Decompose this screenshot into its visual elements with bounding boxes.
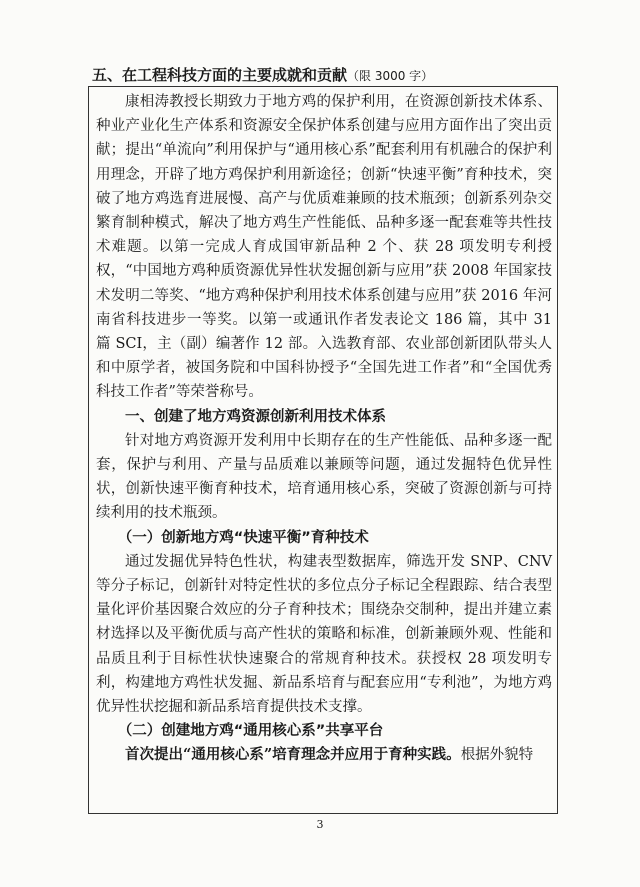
intro-paragraph: 康相涛教授长期致力于地方鸡的保护利用，在资源创新技术体系、种业产业化生产体系和资源安全保护体系创建与应用方面作出了突出贡献；提出“单流向”利用保护与“通用核心系”配套利用有机融合的保护利用理念，开辟了地方鸡保护利用新途径；创新“快速平衡”育种技术，突破了地方鸡选育进展慢、高产与优质难兼顾的技术瓶颈；创新系列杂交繁育制种模式，解决了地方鸡生产性能低、品种多逐一配套难等共性技术难题。以第一完成人育成国审新品种 2 个、获 28 项发明专利授权，“中国地方鸡种质资源优异性状发掘创新与应用”获 2008 年国家技术发明二等奖、“地方鸡种保护利用技术体系创建与应用”获 2016 年河南省科技进步一等奖。以第一或通讯作者发表论文 186 篇，其中 31 篇 SCI，主（副）编著作 12 部。入选教育部、农业部创新团队带头人和中原学者，被国务院和中国科协授予“全国先进工作者”和“全国优秀科技工作者”等荣誉称号。 bbox=[96, 94, 552, 401]
section-title: 五、在工程科技方面的主要成就和贡献 bbox=[92, 66, 348, 84]
section-1-title: 一、创建了地方鸡资源创新利用技术体系 bbox=[125, 408, 386, 425]
section-1-paragraph: 针对地方鸡资源开发利用中长期存在的生产性能低、品种多逐一配套，保护与利用、产量与品质难以兼顾等问题，通过发掘特色优异性状，创新快速平衡育种技术，培育通用核心系，突破了资源创新与可持续利用的技术瓶颈。 bbox=[96, 432, 552, 522]
page-number: 3 bbox=[316, 818, 324, 831]
word-limit-note: （限 3000 字） bbox=[347, 69, 434, 83]
subsection-1-title: （一）创新地方鸡“快速平衡”育种技术 bbox=[117, 529, 369, 546]
subsection-2-text: 根据外貌特 bbox=[460, 747, 534, 764]
subsection-2-lead: 首次提出“通用核心系”培育理念并应用于育种实践。 bbox=[125, 746, 461, 764]
content-text bbox=[96, 90, 552, 768]
subsection-2-paragraph bbox=[96, 743, 552, 767]
subsection-1-paragraph: 通过发掘优异特色性状，构建表型数据库，筛选开发 SNP、CNV 等分子标记，创新针对特定性状的多位点分子标记全程跟踪、结合表型量化评价基因聚合效应的分子育种技术；围绕杂交制种，提出并建立素材选择以及平衡优质与高产性状的策略和标准，创新兼顾外观、性能和品质且利于目标性状快速聚合的常规育种技术。获授权 28 项发明专利，构建地方鸡性状发掘、新品系培育与配套应用“专利池”，为地方鸡优异性状挖掘和新品系培育提供技术支撑。 bbox=[96, 553, 552, 716]
section-heading bbox=[92, 66, 433, 85]
subsection-2-title: （二）创建地方鸡“通用核心系”共享平台 bbox=[117, 723, 384, 740]
